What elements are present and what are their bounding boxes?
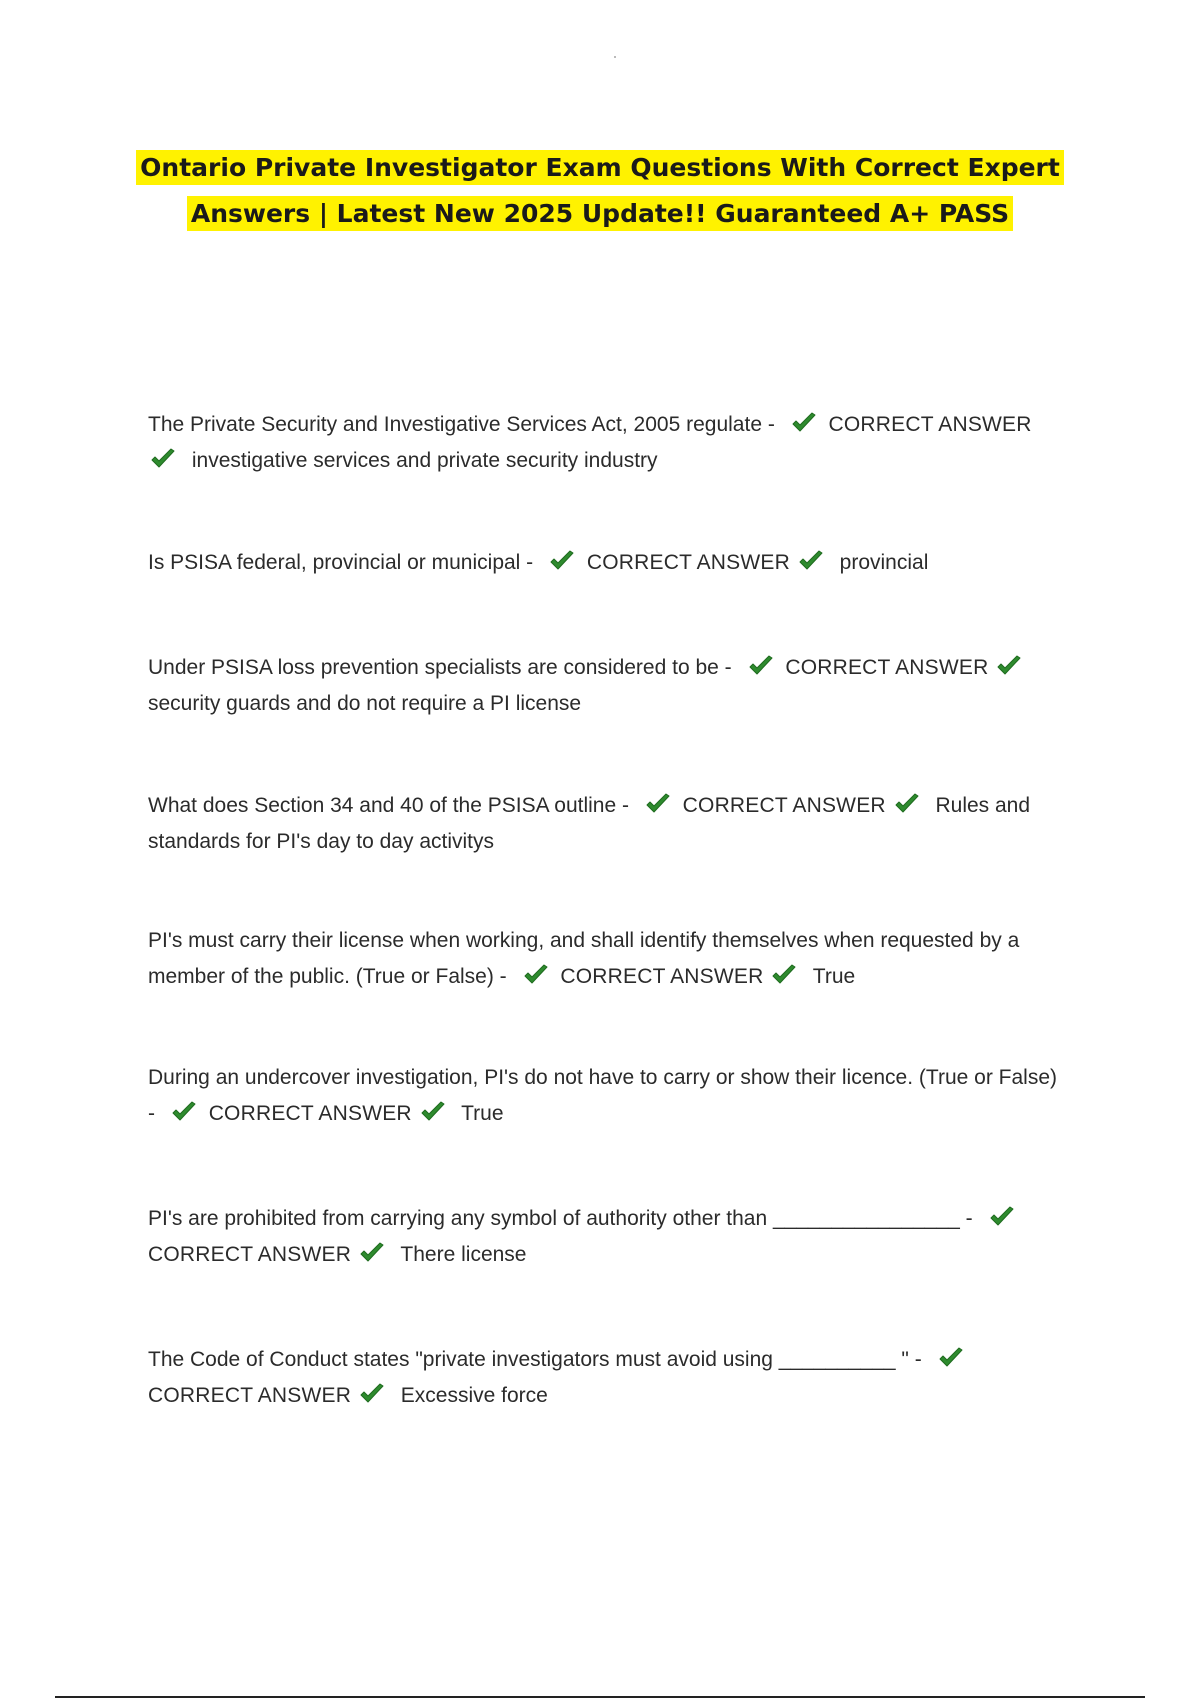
answer-text: security guards and do not require a PI license [148, 692, 582, 715]
answer-text: Excessive force [400, 1384, 548, 1407]
page-mark [614, 56, 616, 58]
checkmark-icon [791, 412, 817, 434]
correct-answer-label: CORRECT ANSWER [148, 1243, 352, 1266]
question-text: Under PSISA loss prevention specialists are considered to be - [148, 656, 732, 679]
qa-item [148, 788, 1068, 860]
checkmark-icon [894, 793, 920, 815]
qa-item [148, 1201, 1068, 1273]
correct-answer-label: CORRECT ANSWER [586, 551, 790, 574]
checkmark-icon [549, 550, 575, 572]
qa-item [148, 545, 1068, 581]
checkmark-icon [748, 655, 774, 677]
question-text: The Code of Conduct states "private investigators must avoid using __________ " - [148, 1348, 922, 1371]
checkmark-icon [359, 1383, 385, 1405]
checkmark-icon [996, 655, 1022, 677]
question-text: PI's must carry their license when working, and shall identify themselves when requested by a member of the public. (True or False) - [148, 929, 1020, 988]
title-line-1: Ontario Private Investigator Exam Questions With Correct Expert [136, 150, 1064, 185]
question-text: During an undercover investigation, PI's do not have to carry or show their licence. (True or False) - [148, 1066, 1057, 1125]
question-text: The Private Security and Investigative Services Act, 2005 regulate - [148, 413, 775, 436]
checkmark-icon [420, 1101, 446, 1123]
answer-text: provincial [839, 551, 929, 574]
checkmark-icon [359, 1242, 385, 1264]
answer-text: True [812, 965, 856, 988]
qa-item [148, 1060, 1068, 1132]
checkmark-icon [523, 964, 549, 986]
bottom-divider [55, 1696, 1145, 1698]
document-title [120, 145, 1080, 237]
checkmark-icon [150, 448, 176, 470]
checkmark-icon [989, 1206, 1015, 1228]
correct-answer-label: CORRECT ANSWER [560, 965, 764, 988]
qa-item [148, 407, 1068, 479]
answer-text: Rules and standards for PI's day to day activitys [148, 794, 1031, 853]
question-text: PI's are prohibited from carrying any symbol of authority other than ________________ - [148, 1207, 973, 1230]
answer-text: True [461, 1102, 504, 1125]
correct-answer-label: CORRECT ANSWER [682, 794, 886, 817]
correct-answer-label: CORRECT ANSWER [785, 656, 989, 679]
answer-text: There license [400, 1243, 527, 1266]
correct-answer-label: CORRECT ANSWER [208, 1102, 412, 1125]
checkmark-icon [938, 1347, 964, 1369]
qa-item [148, 1342, 1068, 1414]
correct-answer-label: CORRECT ANSWER [148, 1384, 352, 1407]
question-text: What does Section 34 and 40 of the PSISA outline - [148, 794, 629, 817]
checkmark-icon [171, 1101, 197, 1123]
answer-text: investigative services and private security industry [191, 449, 658, 472]
title-line-2: Answers | Latest New 2025 Update!! Guaranteed A+ PASS [187, 196, 1013, 231]
checkmark-icon [798, 550, 824, 572]
qa-item [148, 923, 1068, 995]
checkmark-icon [645, 793, 671, 815]
checkmark-icon [771, 964, 797, 986]
question-text: Is PSISA federal, provincial or municipal - [148, 551, 534, 574]
correct-answer-label: CORRECT ANSWER [828, 413, 1032, 436]
qa-item [148, 650, 1068, 722]
